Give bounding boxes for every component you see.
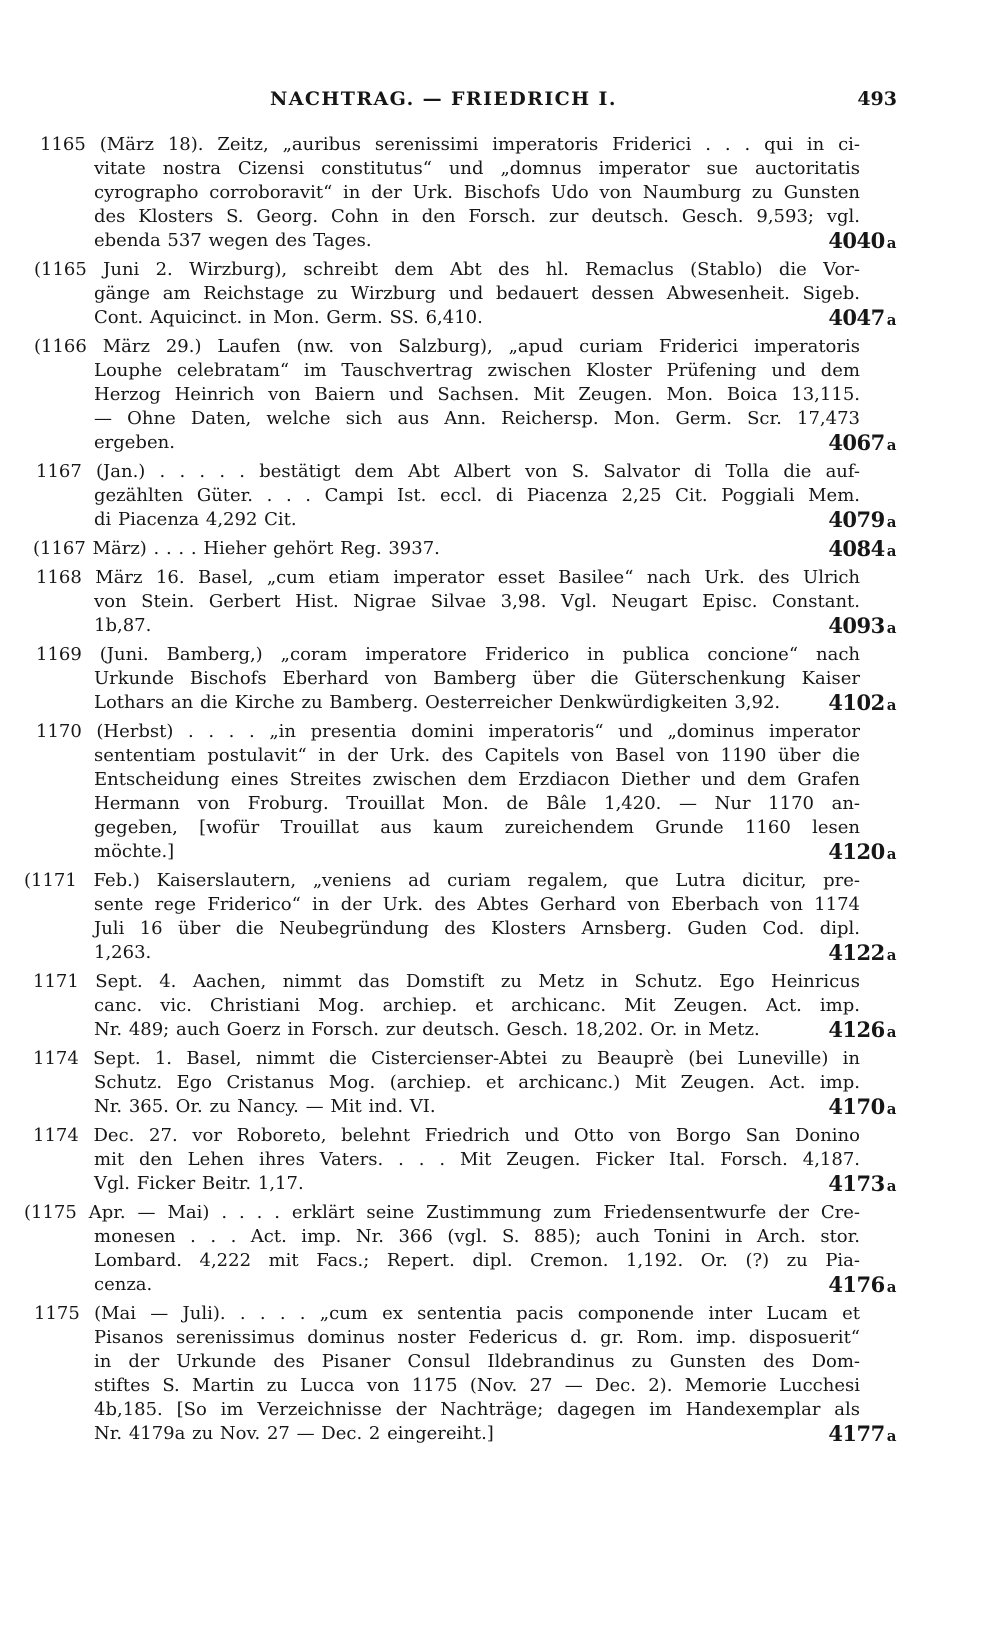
register-number-suffix: a [886,1100,896,1118]
register-entry [0,133,1000,253]
register-entry [0,643,1000,715]
register-number [828,1273,896,1299]
register-number-suffix: a [886,513,896,531]
entry-line: 1175 (Mai — Juli). . . . . „cum ex sententia pacis componende inter Lucam et [34,1303,860,1324]
entry-line: Vgl. Ficker Beitr. 1,17. 4173 a [94,1171,896,1196]
register-number-suffix: a [886,436,896,454]
register-number [828,691,896,717]
register-number [828,537,896,563]
register-entry [0,1201,1000,1297]
entry-line: 1167 (Jan.) . . . . . bestätigt dem Abt Albert von S. Salvator di Tolla die auf- [36,461,860,482]
register-number [828,1422,896,1448]
register-number [828,306,896,332]
register-entry [0,335,1000,455]
register-entry [0,970,1000,1042]
register-number-value: 4093 [828,613,885,638]
entry-line: monesen . . . Act. imp. Nr. 366 (vgl. S. 885); auch Tonini in Arch. stor. [94,1226,860,1247]
register-entry [0,258,1000,330]
register-number-value: 4084 [828,536,885,561]
register-number [828,614,896,640]
register-entry [0,869,1000,965]
register-number-suffix: a [886,619,896,637]
entry-line: 1168 März 16. Basel, „cum etiam imperator esset Basilee“ nach Urk. des Ulrich [36,567,860,588]
entry-line: Hermann von Froburg. Trouillat Mon. de Bâle 1,420. — Nur 1170 an- [94,793,860,814]
register-number-value: 4176 [828,1272,885,1297]
register-number-value: 4177 [828,1421,885,1446]
entry-line: Nr. 365. Or. zu Nancy. — Mit ind. VI. 4170 a [94,1094,896,1119]
entry-line: Urkunde Bischofs Eberhard von Bamberg über die Güterschenkung Kaiser [94,668,860,689]
register-number-value: 4047 [828,305,885,330]
entry-line: gezählten Güter. . . . Campi Ist. eccl. di Piacenza 2,25 Cit. Poggiali Mem. [94,485,860,506]
register-entry [0,720,1000,864]
entry-line: Nr. 4179a zu Nov. 27 — Dec. 2 eingereiht.] 4177 a [94,1421,896,1446]
register-entry [0,1302,1000,1446]
entry-line: gänge am Reichstage zu Wirzburg und bedauert dessen Abwesenheit. Sigeb. [94,283,860,304]
page-number: 493 [857,88,897,110]
entry-line: des Klosters S. Georg. Cohn in den Forsch. zur deutsch. Gesch. 9,593; vgl. [94,206,860,227]
register-entry [0,537,1000,561]
register-number [828,1172,896,1198]
entry-line: 1169 (Juni. Bamberg,) „coram imperatore Friderico in publica concione“ nach [36,644,860,665]
running-head: NACHTRAG. — FRIEDRICH I. [270,88,617,110]
register-number-suffix: a [886,845,896,863]
entry-line: Schutz. Ego Cristanus Mog. (archiep. et archicanc.) Mit Zeugen. Act. imp. [94,1072,860,1093]
register-entry [0,1124,1000,1196]
register-number-value: 4170 [828,1094,885,1119]
entry-line: ebenda 537 wegen des Tages. 4040 a [94,228,896,253]
entry-line: (1167 März) . . . . Hieher gehört Reg. 3937. 4084 a [33,536,896,561]
entry-line: — Ohne Daten, welche sich aus Ann. Reichersp. Mon. Germ. Scr. 17,473 [94,408,860,429]
entry-line: in der Urkunde des Pisaner Consul Ildebrandinus zu Gunsten des Dom- [94,1351,860,1372]
entry-line: sententiam postulavit“ in der Urk. des Capitels von Basel von 1190 über die [94,745,860,766]
entry-line: (1175 Apr. — Mai) . . . . erklärt seine Zustimmung zum Friedensentwurfe der Cre- [24,1202,860,1223]
register-number-suffix: a [886,234,896,252]
entry-line: 1171 Sept. 4. Aachen, nimmt das Domstift zu Metz in Schutz. Ego Heinricus [33,971,860,992]
entry-line: cenza. 4176 a [94,1272,896,1297]
register-entries [0,133,1000,1451]
register-entry [0,566,1000,638]
register-number-suffix: a [886,696,896,714]
register-number [828,1018,896,1044]
entry-line: 1,263. 4122 a [94,940,896,965]
entry-line: Juli 16 über die Neubegründung des Klosters Arnsberg. Guden Cod. dipl. [94,918,860,939]
entry-line: 1174 Sept. 1. Basel, nimmt die Cistercienser-Abtei zu Beauprè (bei Luneville) in [33,1048,860,1069]
entry-line: (1165 Juni 2. Wirzburg), schreibt dem Abt des hl. Remaclus (Stablo) die Vor- [34,259,860,280]
entry-line: cyrographo corroboravit“ in der Urk. Bischofs Udo von Naumburg zu Gunsten [94,182,860,203]
register-entry [0,460,1000,532]
register-number-value: 4079 [828,507,885,532]
register-number [828,941,896,967]
entry-line: möchte.] 4120 a [94,839,896,864]
register-number-value: 4120 [828,839,885,864]
entry-line: 1174 Dec. 27. vor Roboreto, belehnt Friedrich und Otto von Borgo San Donino [33,1125,860,1146]
entry-line: Entscheidung eines Streites zwischen dem Erzdiacon Diether und dem Grafen [94,769,860,790]
entry-line: 4b,185. [So im Verzeichnisse der Nachträge; dagegen im Handexemplar als [94,1399,860,1420]
register-number-suffix: a [886,946,896,964]
register-number [828,229,896,255]
entry-line: di Piacenza 4,292 Cit. 4079 a [94,507,896,532]
entry-line: 1165 (März 18). Zeitz, „auribus serenissimi imperatoris Friderici . . . qui in ci- [40,134,860,155]
register-number-suffix: a [886,1177,896,1195]
entry-line: Lombard. 4,222 mit Facs.; Repert. dipl. Cremon. 1,192. Or. (?) zu Pia- [94,1250,860,1271]
page-header [0,84,1000,124]
entry-line: stiftes S. Martin zu Lucca von 1175 (Nov. 27 — Dec. 2). Memorie Lucchesi [94,1375,860,1396]
entry-line: von Stein. Gerbert Hist. Nigrae Silvae 3,98. Vgl. Neugart Episc. Constant. [94,591,860,612]
register-number [828,508,896,534]
entry-line: Cont. Aquicinct. in Mon. Germ. SS. 6,410. 4047 a [94,305,896,330]
register-entry [0,1047,1000,1119]
register-number-suffix: a [886,1427,896,1445]
register-number-value: 4122 [828,940,885,965]
entry-line: gegeben, [wofür Trouillat aus kaum zureichendem Grunde 1160 lesen [94,817,860,838]
entry-line: 1b,87. 4093 a [94,613,896,638]
register-number [828,1095,896,1121]
entry-line: vitate nostra Cizensi constitutus“ und „domnus imperator sue auctoritatis [94,158,860,179]
entry-line: (1171 Feb.) Kaiserslautern, „veniens ad curiam regalem, que Lutra dicitur, pre- [24,870,860,891]
register-number [828,431,896,457]
register-number-value: 4126 [828,1017,885,1042]
entry-line: Nr. 489; auch Goerz in Forsch. zur deutsch. Gesch. 18,202. Or. in Metz. 4126 a [94,1017,896,1042]
entry-line: Herzog Heinrich von Baiern und Sachsen. Mit Zeugen. Mon. Boica 13,115. [94,384,860,405]
register-number-suffix: a [886,1023,896,1041]
entry-line: mit den Lehen ihres Vaters. . . . Mit Zeugen. Ficker Ital. Forsch. 4,187. [94,1149,860,1170]
register-number-suffix: a [886,1278,896,1296]
register-number-value: 4040 [828,228,885,253]
register-number-value: 4102 [828,690,885,715]
register-number-suffix: a [886,542,896,560]
register-number-suffix: a [886,311,896,329]
entry-line: Louphe celebratam“ im Tauschvertrag zwischen Kloster Prüfening und dem [94,360,860,381]
register-number-value: 4067 [828,430,885,455]
entry-line: ergeben. 4067 a [94,430,896,455]
entry-line: sente rege Friderico“ in der Urk. des Abtes Gerhard von Eberbach von 1174 [94,894,860,915]
entry-line: 1170 (Herbst) . . . . „in presentia domini imperatoris“ und „dominus imperator [36,721,860,742]
register-number-value: 4173 [828,1171,885,1196]
entry-line: Lothars an die Kirche zu Bamberg. Oesterreicher Denkwürdigkeiten 3,92. 4102 a [94,690,896,715]
register-number [828,840,896,866]
entry-line: (1166 März 29.) Laufen (nw. von Salzburg), „apud curiam Friderici imperatoris [34,336,860,357]
entry-line: canc. vic. Christiani Mog. archiep. et archicanc. Mit Zeugen. Act. imp. [94,995,860,1016]
entry-line: Pisanos serenissimus dominus noster Federicus d. gr. Rom. imp. disposuerit“ [94,1327,860,1348]
